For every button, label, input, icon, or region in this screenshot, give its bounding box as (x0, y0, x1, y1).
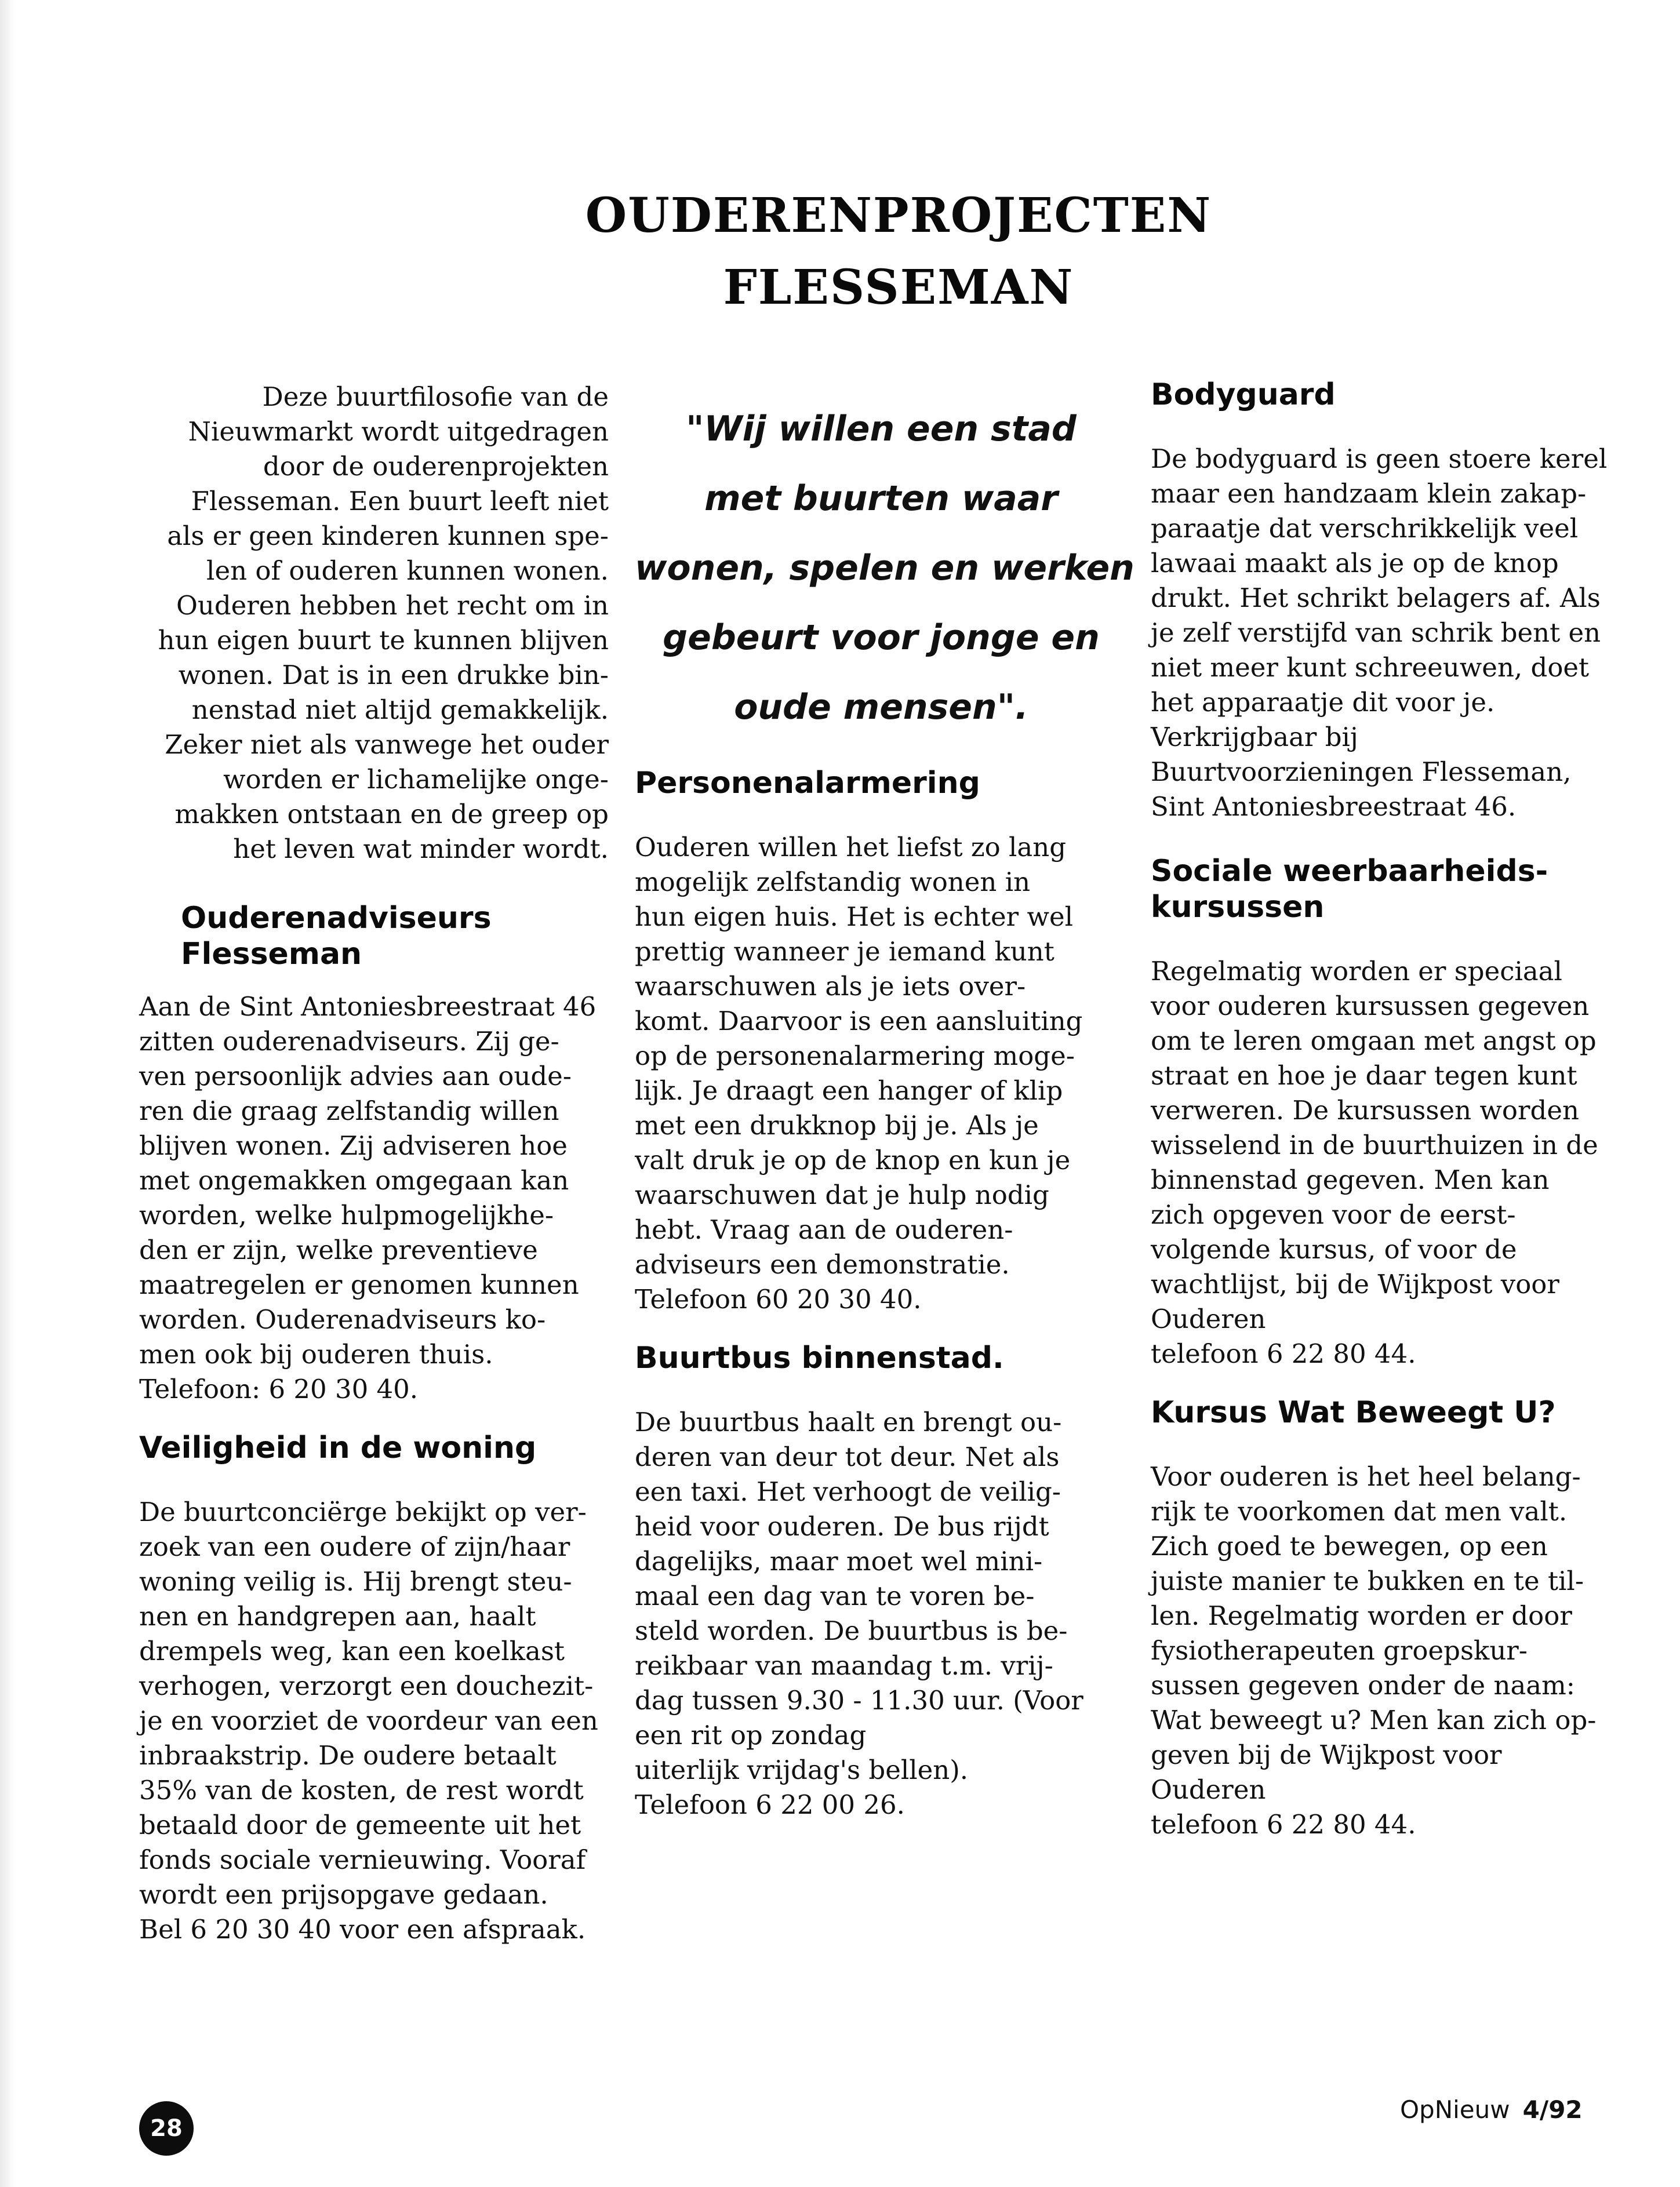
text-line: Voor ouderen is het heel belang- (1151, 1461, 1581, 1492)
text-line: drempels weg, kan een koelkast (139, 1636, 565, 1666)
text-line: deren van deur tot deur. Net als (635, 1442, 1060, 1472)
text-line: Ouderen willen het liefst zo lang (635, 832, 1067, 863)
text-line: om te leren omgaan met angst op (1151, 1025, 1597, 1056)
text-line: juiste manier te bukken en te til- (1151, 1566, 1584, 1596)
text-line: hun eigen buurt te kunnen blijven (158, 625, 609, 656)
text-line: niet meer kunt schreeuwen, doet (1151, 652, 1590, 683)
text-line: valt druk je op de knop en kun je (635, 1145, 1071, 1176)
text-line: Verkrijgbaar bij (1151, 722, 1358, 752)
text-line: wachtlijst, bij de Wijkpost voor (1151, 1269, 1559, 1300)
text-line: gebeurt voor jonge en (663, 617, 1100, 658)
magazine-footer (1400, 2095, 1583, 2124)
text-line: Zeker niet als vanwege het ouder (165, 729, 609, 760)
text-line: betaald door de gemeente uit het (139, 1810, 581, 1840)
text-line: Telefoon: 6 20 30 40. (139, 1374, 419, 1404)
text-line: fonds sociale vernieuwing. Vooraf (139, 1844, 586, 1875)
text-line: steld worden. De buurtbus is be- (635, 1615, 1068, 1646)
text-line: fysiotherapeuten groepskur- (1151, 1635, 1528, 1666)
text-line: geven bij de Wijkpost voor (1151, 1740, 1502, 1770)
heading-kursus: Kursus Wat Beweegt U? (1151, 1395, 1556, 1430)
text-line: verweren. De kursussen worden (1151, 1095, 1579, 1126)
text-line: telefoon 6 22 80 44. (1151, 1809, 1416, 1840)
text-line: Telefoon 60 20 30 40. (635, 1284, 922, 1315)
text-line: een rit op zondag (635, 1720, 867, 1751)
text-line: het leven wat minder wordt. (233, 834, 609, 864)
text-line: rijk te voorkomen dat men valt. (1151, 1496, 1568, 1527)
text-line: men ook bij ouderen thuis. (139, 1339, 493, 1370)
text-line: nen en handgrepen aan, haalt (139, 1601, 536, 1632)
page-title (522, 180, 1275, 323)
pull-quote (635, 394, 1134, 742)
buurtbus-text (635, 1405, 1128, 1822)
text-line: prettig wanneer je iemand kunt (635, 936, 1054, 967)
text-line: wonen, spelen en werken (635, 548, 1134, 588)
text-line: blijven wonen. Zij adviseren hoe (139, 1130, 568, 1161)
page-number: 28 (139, 2101, 194, 2156)
text-line: hun eigen huis. Het is echter wel (635, 901, 1073, 932)
text-line: zich opgeven voor de eerst- (1151, 1199, 1516, 1230)
intro-paragraph (139, 380, 609, 867)
text-line: Flesseman. Een buurt leeft niet (191, 486, 609, 516)
scan-edge-shadow (0, 0, 15, 2187)
text-line: telefoon 6 22 80 44. (1151, 1338, 1416, 1369)
text-line: waarschuwen dat je hulp nodig (635, 1180, 1049, 1210)
text-line: door de ouderenprojekten (263, 451, 609, 482)
title-line-1: OUDERENPROJECTEN (585, 188, 1212, 243)
text-line: Ouderen (1151, 1304, 1266, 1334)
text-line: 35% van de kosten, de rest wordt (139, 1775, 584, 1806)
text-line: wordt een prijsopgave gedaan. (139, 1879, 548, 1910)
bodyguard-text (1151, 442, 1614, 824)
text-line: voor ouderen kursussen gegeven (1151, 991, 1590, 1021)
text-line: Wat beweegt u? Men kan zich op- (1151, 1705, 1597, 1735)
text-line: een taxi. Het verhoogt de veilig- (635, 1476, 1061, 1507)
text-line: wonen. Dat is in een drukke bin- (178, 660, 609, 690)
text-line: De buurtbus haalt en brengt ou- (635, 1407, 1062, 1438)
text-line: zitten ouderenadviseurs. Zij ge- (139, 1026, 559, 1057)
heading-buurtbus: Buurtbus binnenstad. (635, 1341, 1004, 1375)
text-line: volgende kursus, of voor de (1151, 1234, 1517, 1265)
column-left (139, 380, 609, 1947)
column-middle (635, 394, 1134, 1822)
text-line: nenstad niet altijd gemakkelijk. (191, 694, 609, 725)
text-line: ren die graag zelfstandig willen (139, 1096, 559, 1126)
text-line: Nieuwmarkt wordt uitgedragen (188, 416, 609, 447)
text-line: De bodyguard is geen stoere kerel (1151, 443, 1608, 474)
text-line: je zelf verstijfd van schrik bent en (1151, 617, 1601, 648)
text-line: zoek van een oudere of zijn/haar (139, 1531, 570, 1562)
text-line: Buurtvoorzieningen Flesseman, (1151, 756, 1572, 787)
text-line: paraatje dat verschrikkelijk veel (1151, 513, 1579, 544)
text-line: verhogen, verzorgt een douchezit- (139, 1671, 594, 1701)
magazine-name: OpNieuw (1400, 2095, 1510, 2124)
text-line: drukt. Het schrikt belagers af. Als (1151, 583, 1601, 613)
text-line: woning veilig is. Hij brengt steu- (139, 1566, 572, 1597)
text-line: worden. Ouderenadviseurs ko- (139, 1304, 546, 1335)
text-line: Deze buurtfilosofie van de (262, 381, 609, 412)
text-line: len. Regelmatig worden er door (1151, 1600, 1572, 1631)
text-line: worden er lichamelijke onge- (223, 764, 609, 795)
text-line: dag tussen 9.30 - 11.30 uur. (Voor (635, 1685, 1083, 1716)
veiligheid-text (139, 1495, 609, 1947)
text-line: maar een handzaam klein zakap- (1151, 478, 1587, 509)
text-line: Ouderen (1151, 1774, 1266, 1805)
kursus-text (1151, 1460, 1614, 1842)
text-line: Bel 6 20 30 40 voor een afspraak. (139, 1914, 586, 1945)
text-line: worden, welke hulpmogelijkhe- (139, 1200, 554, 1231)
text-line: je en voorziet de voordeur van een (139, 1705, 598, 1736)
heading-weerbaarheid: Sociale weerbaarheids- kursussen (1151, 854, 1548, 925)
text-line: op de personenalarmering moge- (635, 1040, 1075, 1071)
text-line: met een drukknop bij je. Als je (635, 1110, 1039, 1141)
column-right (1151, 377, 1614, 1842)
text-line: Telefoon 6 22 00 26. (635, 1789, 905, 1820)
magazine-issue: 4/92 (1522, 2095, 1583, 2124)
text-line: Sint Antoniesbreestraat 46. (1151, 791, 1517, 822)
heading-veiligheid: Veiligheid in de woning (139, 1431, 537, 1465)
text-line: makken ontstaan en de greep op (174, 799, 609, 829)
heading-ouderenadviseurs: Ouderenadviseurs Flesseman (181, 901, 492, 971)
text-line: sussen gegeven onder de naam: (1151, 1670, 1575, 1701)
text-line: heid voor ouderen. De bus rijdt (635, 1511, 1049, 1542)
text-line: "Wij willen een stad (686, 409, 1077, 449)
text-line: dagelijks, maar moet wel mini- (635, 1546, 1043, 1577)
text-line: lijk. Je draagt een hanger of klip (635, 1075, 1063, 1106)
text-line: uiterlijk vrijdag's bellen). (635, 1755, 969, 1785)
text-line: maal een dag van te voren be- (635, 1581, 1035, 1611)
text-line: hebt. Vraag aan de ouderen- (635, 1214, 1013, 1245)
text-line: adviseurs een demonstratie. (635, 1249, 1010, 1280)
text-line: maatregelen er genomen kunnen (139, 1269, 579, 1300)
text-line: De buurtconciërge bekijkt op ver- (139, 1497, 587, 1527)
text-line: met ongemakken omgegaan kan (139, 1165, 569, 1196)
text-line: straat en hoe je daar tegen kunt (1151, 1060, 1577, 1091)
text-line: lawaai maakt als je op de knop (1151, 548, 1559, 578)
text-line: binnenstad gegeven. Men kan (1151, 1165, 1550, 1195)
text-line: len of ouderen kunnen wonen. (206, 555, 609, 586)
heading-bodyguard: Bodyguard (1151, 377, 1336, 412)
text-line: Regelmatig worden er speciaal (1151, 956, 1562, 987)
text-line: waarschuwen als je iets over- (635, 971, 1026, 1002)
heading-personenalarmering: Personenalarmering (635, 766, 980, 800)
weerbaarheid-text (1151, 954, 1614, 1371)
text-line: reikbaar van maandag t.m. vrij- (635, 1650, 1053, 1681)
ouderenadviseurs-text (139, 989, 609, 1407)
text-line: ven persoonlijk advies aan oude- (139, 1061, 572, 1091)
text-line: het apparaatje dit voor je. (1151, 687, 1495, 718)
text-line: oude mensen". (734, 687, 1028, 727)
text-line: mogelijk zelfstandig wonen in (635, 867, 1031, 897)
text-line: den er zijn, welke preventieve (139, 1235, 538, 1265)
personenalarmering-text (635, 830, 1128, 1317)
text-line: wisselend in de buurthuizen in de (1151, 1130, 1598, 1160)
text-line: Aan de Sint Antoniesbreestraat 46 (139, 991, 597, 1022)
text-line: Zich goed te bewegen, op een (1151, 1531, 1548, 1562)
title-line-2: FLESSEMAN (723, 260, 1074, 315)
text-line: met buurten waar (704, 478, 1058, 519)
text-line: komt. Daarvoor is een aansluiting (635, 1006, 1083, 1036)
text-line: Ouderen hebben het recht om in (176, 590, 609, 621)
text-line: inbraakstrip. De oudere betaalt (139, 1740, 557, 1771)
text-line: als er geen kinderen kunnen spe- (167, 521, 609, 551)
